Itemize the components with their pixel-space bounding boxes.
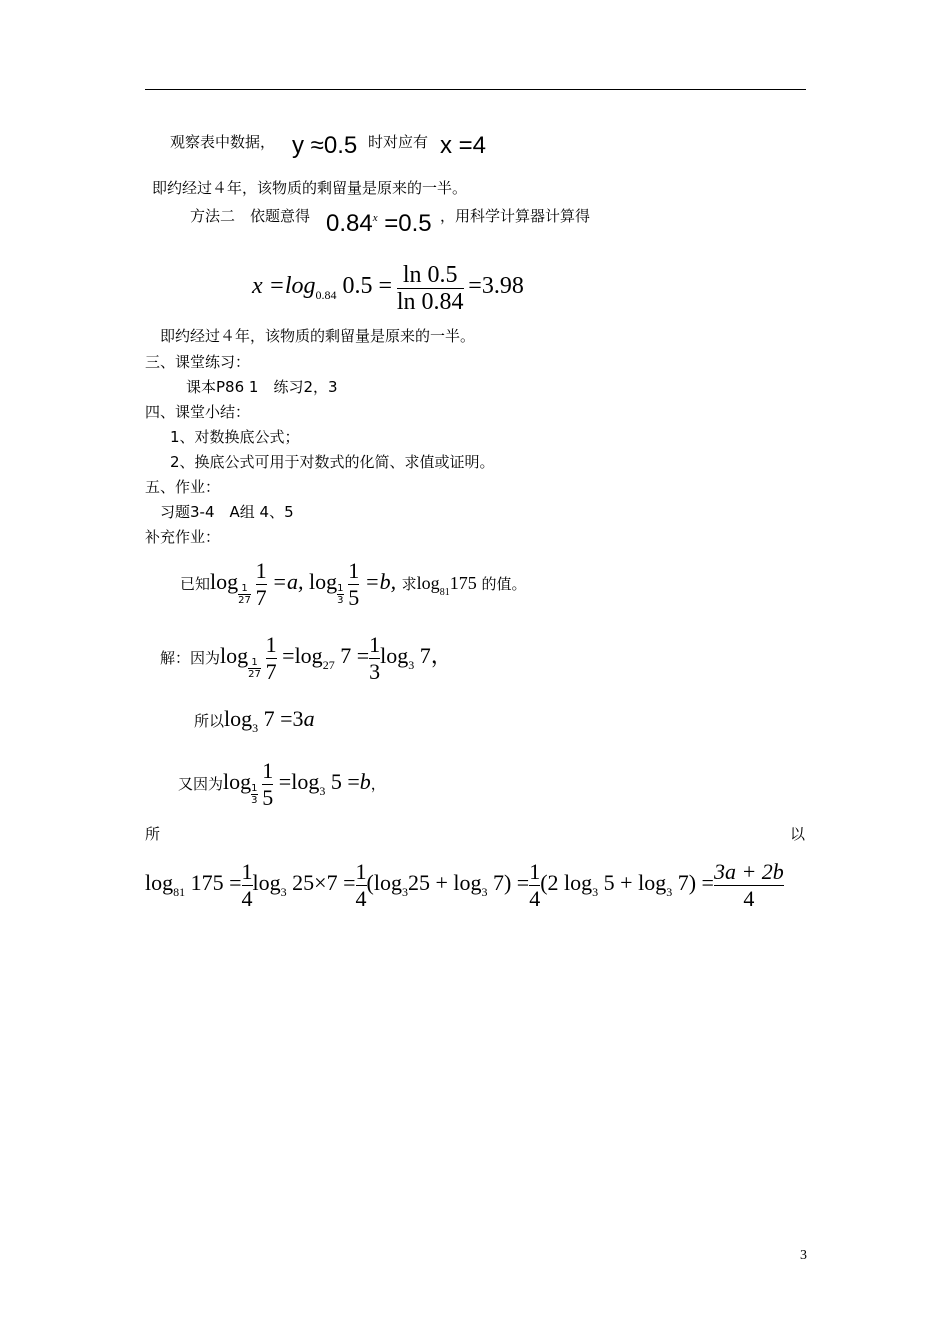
- solution-rhs1: =log: [276, 643, 323, 668]
- again-frac-num: 1: [262, 758, 274, 783]
- solution-log: log: [220, 643, 249, 668]
- final-equation: [145, 852, 784, 917]
- header-rule: [145, 89, 806, 90]
- solution-third-den: 3: [369, 659, 381, 684]
- solution-rhs1-arg: 7 =: [334, 643, 370, 668]
- again-rhs: =log: [273, 769, 320, 794]
- yi-char: [790, 824, 805, 844]
- section-3: [145, 352, 250, 372]
- solution-base-den: 27: [248, 669, 261, 680]
- observe-eq1: [292, 132, 358, 159]
- observe-line: [170, 132, 275, 152]
- again-rhs-base: 3: [319, 784, 326, 798]
- calc-fraction: [397, 262, 464, 315]
- again-frac: [262, 758, 273, 811]
- solution-line: [160, 626, 453, 689]
- final-log81: log: [145, 870, 174, 895]
- solution-rhs1-base: 27: [322, 658, 335, 672]
- again-frac-den: 5: [262, 785, 274, 810]
- given-frac-1-den: 7: [255, 585, 267, 610]
- so-base: 3: [252, 721, 259, 735]
- final-quarter-3-num: 1: [529, 859, 541, 884]
- method2-eq-base: 0.84: [326, 210, 373, 237]
- conclusion-1-text: 即约经过４年，该物质的剩留量是原来的一半。: [152, 179, 468, 197]
- calc-base: 0.84: [315, 288, 337, 302]
- final-part2: log: [252, 870, 281, 895]
- final-quarter-1-num: 1: [241, 859, 253, 884]
- given-base-1-num: 1: [241, 583, 248, 594]
- section-4: [145, 402, 250, 422]
- section-5-heading: 五、作业：: [145, 478, 221, 496]
- given-eq-1: =a,: [266, 569, 310, 594]
- conclusion-1: [152, 178, 467, 198]
- final-quarter-3: [529, 859, 540, 912]
- section-5: [145, 477, 220, 497]
- final-part3-base2: 3: [481, 885, 488, 899]
- solution-third-num: 1: [369, 632, 381, 657]
- so-arg: 7 =3: [258, 706, 304, 731]
- given-target-arg: 175: [449, 573, 477, 593]
- given-log-2: log: [309, 569, 338, 594]
- given-log-3: log: [416, 573, 440, 593]
- given-base-2-num: 1: [337, 583, 344, 594]
- solution-frac-num: 1: [265, 632, 277, 657]
- final-result: [714, 859, 784, 912]
- section-4-item-1-text: 1、对数换底公式；: [170, 428, 300, 446]
- final-part2-base: 3: [280, 885, 287, 899]
- method2-eq-exp: x: [372, 212, 378, 224]
- suo-text: 所: [145, 825, 161, 843]
- method2-tail: [440, 206, 590, 226]
- solution-base-num: 1: [251, 657, 258, 668]
- observe-eq2-text: x =4: [440, 132, 487, 159]
- final-result-den: 4: [714, 885, 784, 912]
- observe-mid: [368, 132, 428, 152]
- final-part3-end: 7) =: [487, 870, 530, 895]
- given-base-2: [337, 583, 343, 606]
- solution-frac: [266, 632, 277, 685]
- given-ask: 求: [401, 575, 417, 593]
- observe-eq2: [440, 132, 487, 159]
- section-4-item-2-text: 2、换底公式可用于对数式的化简、求值或证明。: [170, 453, 495, 471]
- final-quarter-1-den: 4: [241, 886, 253, 911]
- given-line: [180, 552, 526, 617]
- observe-mid-text: 时对应有: [368, 133, 429, 151]
- section-4-item-1: [170, 427, 300, 447]
- given-frac-2: [348, 558, 359, 611]
- so-log: log: [224, 706, 253, 731]
- section-5-item: [160, 502, 294, 522]
- final-log81-base: 81: [173, 885, 186, 899]
- given-frac-1-num: 1: [255, 558, 267, 583]
- again-base: [251, 783, 257, 806]
- given-label: 已知: [180, 575, 211, 593]
- again-label: 又因为: [178, 775, 224, 793]
- final-quarter-2: [356, 859, 367, 912]
- calc-num: ln 0.5: [402, 262, 458, 288]
- solution-rhs2-base: 3: [408, 658, 415, 672]
- so-a: a: [303, 706, 315, 731]
- section-3-item-text: 课本P86 1 练习2，3: [186, 378, 338, 396]
- conclusion-2: [160, 326, 475, 346]
- final-part4-arg: 5 + log: [598, 870, 667, 895]
- solution-label: 解：因为: [160, 649, 221, 667]
- method2-eq-rhs: =0.5: [377, 210, 432, 237]
- calc-arg: 0.5 =: [336, 273, 393, 299]
- conclusion-2-text: 即约经过４年，该物质的剩留量是原来的一半。: [160, 327, 476, 345]
- final-part4-base2: 3: [666, 885, 673, 899]
- calc-lhs: x =log: [252, 273, 316, 299]
- final-result-num: 3a + 2b: [713, 859, 784, 884]
- section-3-item: [186, 377, 338, 397]
- solution-third: [369, 632, 380, 685]
- again-tail: ，: [370, 775, 386, 793]
- section-4-item-2: [170, 452, 495, 472]
- again-b: b: [359, 769, 371, 794]
- given-frac-2-den: 5: [348, 585, 360, 610]
- given-eq-2: =b,: [359, 569, 402, 594]
- calc-result: =3.98: [468, 273, 524, 299]
- given-frac-1: [256, 558, 267, 611]
- supplement: [145, 527, 220, 547]
- final-part4: (2 log: [540, 870, 593, 895]
- so-line: [194, 704, 315, 737]
- solution-base: [248, 657, 261, 680]
- given-log-1: log: [210, 569, 239, 594]
- final-part3-arg: 25 + log: [407, 870, 482, 895]
- again-rhs-arg: 5 =: [325, 769, 360, 794]
- given-frac-2-num: 1: [348, 558, 360, 583]
- so-label: 所以: [194, 712, 225, 730]
- given-base-2-den: 3: [337, 595, 344, 606]
- final-part1: 175 =: [185, 870, 242, 895]
- given-base-1: [238, 583, 251, 606]
- observe-text: 观察表中数据，: [170, 133, 276, 151]
- final-quarter-3-den: 4: [529, 886, 541, 911]
- final-quarter-1: [242, 859, 253, 912]
- final-part4-base: 3: [592, 885, 599, 899]
- page-number: 3: [800, 1248, 807, 1263]
- section-5-item-text: 习题3-4 A组 4、5: [160, 503, 294, 521]
- section-4-heading: 四、课堂小结：: [145, 403, 251, 421]
- method2-eq: [326, 210, 432, 238]
- final-part3-base: 3: [401, 885, 408, 899]
- final-part2-arg: 25×7 =: [286, 870, 356, 895]
- suo-char: [145, 824, 160, 844]
- method2-label: [190, 206, 310, 226]
- section-3-heading: 三、课堂练习：: [145, 353, 251, 371]
- given-tail: 的值。: [481, 575, 527, 593]
- yi-text: 以: [790, 825, 806, 843]
- again-base-num: 1: [251, 783, 258, 794]
- again-base-den: 3: [251, 795, 258, 806]
- calc-equation: [252, 256, 524, 319]
- solution-rhs2-arg: 7，: [414, 643, 453, 668]
- method2-tail-text: ，用科学计算器计算得: [440, 207, 591, 225]
- solution-frac-den: 7: [265, 659, 277, 684]
- solution-rhs2: log: [380, 643, 409, 668]
- supplement-heading: 补充作业：: [145, 528, 221, 546]
- again-line: [178, 752, 386, 815]
- given-base-1-den: 27: [238, 595, 251, 606]
- calc-den: ln 0.84: [396, 289, 464, 315]
- observe-eq1-text: y ≈0.5: [292, 132, 358, 159]
- final-part4-end: 7) =: [672, 870, 714, 895]
- final-quarter-2-den: 4: [355, 886, 367, 911]
- final-part3: (log: [366, 870, 402, 895]
- again-log: log: [223, 769, 252, 794]
- given-target-base: 81: [439, 587, 450, 598]
- method2-label-text: 方法二 依题意得: [190, 207, 311, 225]
- final-quarter-2-num: 1: [355, 859, 367, 884]
